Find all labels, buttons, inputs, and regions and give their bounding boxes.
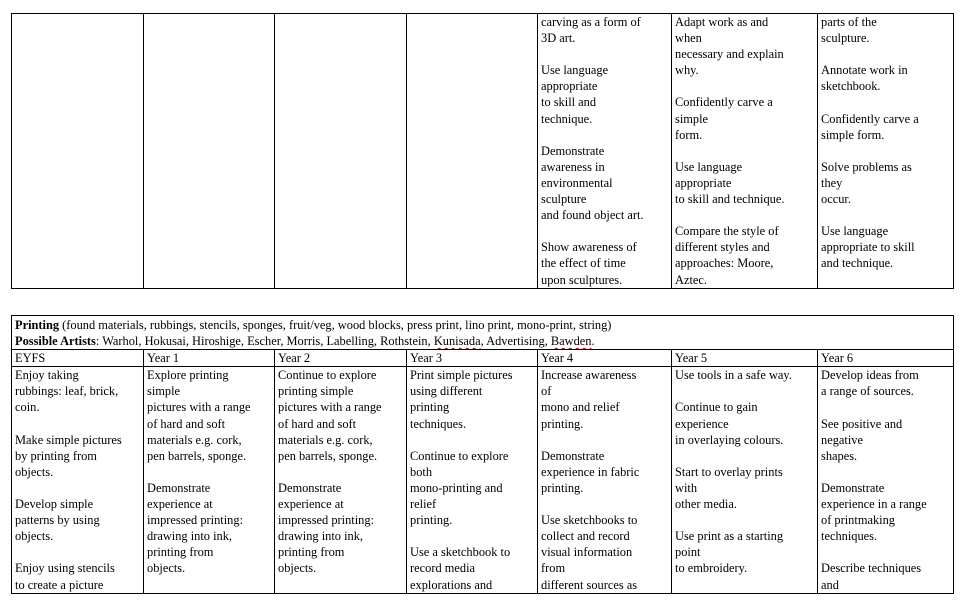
cell-line: printing from — [278, 545, 345, 560]
cell-line — [15, 416, 140, 432]
cell-line: sculpture — [541, 192, 587, 207]
printing-cell-eyfs — [12, 367, 144, 594]
cell-line: printing simple — [278, 384, 354, 399]
cell-line — [821, 464, 950, 480]
cell-line: they — [821, 175, 843, 190]
cell-line — [675, 383, 814, 399]
header-year1: Year 1 — [144, 350, 275, 367]
cell-line: with — [675, 480, 698, 495]
cell-line: Use sketchbooks to — [541, 513, 638, 528]
cell-line: visual information — [541, 545, 633, 560]
artists-misspelled-2: Bawden — [550, 334, 592, 349]
cell-line: simple form. — [821, 127, 885, 142]
cell-line: using different — [410, 384, 483, 399]
cell-line: 3D art. — [541, 31, 576, 46]
cell-line: of hard and soft — [278, 416, 357, 431]
cell-line: simple — [147, 384, 181, 399]
cell-line: appropriate to skill — [821, 240, 915, 255]
cell-line: printing from — [147, 545, 214, 560]
cell-line: Continue to explore — [410, 448, 509, 463]
cell-line: appropriate — [541, 79, 598, 94]
cell-line: materials e.g. cork, — [147, 432, 242, 447]
cell-line: impressed printing: — [278, 513, 375, 528]
header-year2: Year 2 — [275, 350, 407, 367]
cell-line: Demonstrate — [278, 480, 342, 495]
cell-line: relief — [410, 497, 437, 512]
cell-line: Demonstrate — [821, 480, 885, 495]
cell-line: other media. — [675, 497, 737, 512]
cell-line — [675, 448, 814, 464]
cell-line: printing — [410, 400, 450, 415]
cell-line: objects. — [15, 464, 54, 479]
cell-line: objects. — [147, 561, 186, 576]
cell-line: sketchbook. — [821, 79, 881, 94]
cell-line: Demonstrate — [541, 448, 605, 463]
cell-line: to skill and — [541, 95, 597, 110]
printing-cell-year2 — [275, 367, 407, 594]
cell-line — [821, 46, 950, 62]
cell-line: drawing into ink, — [147, 529, 233, 544]
header-year3: Year 3 — [407, 350, 538, 367]
artists-mid: , Advertising, — [480, 334, 551, 349]
table-row — [12, 14, 954, 289]
artists-label: Possible Artists — [15, 334, 96, 349]
cell-line: parts of the — [821, 15, 877, 29]
cell-line — [541, 496, 668, 512]
cell-line — [821, 143, 950, 159]
cell-line: Develop ideas from — [821, 368, 919, 383]
cell-line: Confidently carve a — [821, 111, 919, 126]
cell-line: appropriate — [675, 175, 732, 190]
printing-cell-year4 — [538, 367, 672, 594]
cell-line: Solve problems as — [821, 159, 912, 174]
cell-line: printing. — [410, 513, 453, 528]
cell-line: Explore printing — [147, 368, 229, 383]
cell-line — [541, 127, 668, 143]
cell-line: printing. — [541, 480, 584, 495]
cell-line: Adapt work as and — [675, 15, 769, 29]
cell-line: from — [541, 561, 566, 576]
cell-line: in overlaying colours. — [675, 432, 784, 447]
cell-line: both — [410, 464, 433, 479]
header-year6: Year 6 — [818, 350, 954, 367]
printing-cell-year6 — [818, 367, 954, 594]
cell-line: Compare the style of — [675, 224, 779, 239]
cell-line: to skill and technique. — [675, 192, 785, 207]
cell-line: Aztec. — [675, 272, 707, 287]
cell-line — [410, 432, 534, 448]
cell-line: pen barrels, sponge. — [147, 448, 247, 463]
cell-line — [675, 143, 814, 159]
cell-line: to embroidery. — [675, 561, 748, 576]
cell-line: necessary and explain — [675, 47, 784, 62]
cell-line: and — [821, 577, 839, 592]
printing-artists — [15, 333, 950, 349]
cell-line: occur. — [821, 192, 851, 207]
table-row — [12, 367, 954, 594]
cell-line — [821, 544, 950, 560]
cell-line — [675, 512, 814, 528]
cell-line — [541, 46, 668, 62]
cell-line: collect and record — [541, 529, 630, 544]
sculpture-cell-year6 — [818, 14, 954, 289]
table-row — [12, 316, 954, 350]
cell-line: experience — [675, 416, 729, 431]
cell-line: and found object art. — [541, 208, 644, 223]
cell-line: impressed printing: — [147, 513, 244, 528]
cell-line: pen barrels, sponge. — [278, 448, 378, 463]
cell-line — [675, 78, 814, 94]
cell-line: upon sculptures. — [541, 272, 623, 287]
cell-line: Demonstrate — [147, 480, 211, 495]
sculpture-cell-year4 — [538, 14, 672, 289]
header-year4: Year 4 — [538, 350, 672, 367]
cell-line: coin. — [15, 400, 40, 415]
cell-line: of printmaking — [821, 513, 895, 528]
printing-title — [15, 317, 950, 333]
printing-cell-year3 — [407, 367, 538, 594]
table-header-row — [12, 350, 954, 367]
cell-line — [821, 399, 950, 415]
printing-cell-year1 — [144, 367, 275, 594]
cell-line — [410, 528, 534, 544]
cell-line: Continue to explore — [278, 368, 377, 383]
sculpture-cell-eyfs — [12, 14, 144, 289]
cell-line: experience in fabric — [541, 464, 640, 479]
artists-misspelled-1: Kunisada — [433, 334, 481, 349]
cell-line: Demonstrate — [541, 143, 605, 158]
cell-line — [541, 223, 668, 239]
cell-line — [821, 94, 950, 110]
cell-line — [278, 464, 403, 480]
cell-line: rubbings: leaf, brick, — [15, 384, 119, 399]
sculpture-cell-year5 — [672, 14, 818, 289]
sculpture-cell-year1 — [144, 14, 275, 289]
cell-line: Develop simple — [15, 497, 94, 512]
cell-line: record media — [410, 561, 476, 576]
cell-line: simple — [675, 111, 709, 126]
cell-line: of — [541, 384, 552, 399]
cell-line: Show awareness of — [541, 240, 637, 255]
cell-line: shapes. — [821, 448, 858, 463]
cell-line: Use print as a starting — [675, 529, 784, 544]
cell-line: Annotate work in — [821, 63, 908, 78]
cell-line: Use language — [541, 63, 609, 78]
cell-line: mono and relief — [541, 400, 620, 415]
cell-line — [821, 207, 950, 223]
cell-line: why. — [675, 63, 699, 78]
cell-line — [15, 544, 140, 560]
cell-line: technique. — [541, 111, 593, 126]
cell-line: explorations and — [410, 577, 493, 592]
artists-pre: : Warhol, Hokusai, Hiroshige, Escher, Morris, Labelling, Rothstein, — [95, 334, 434, 349]
cell-line — [541, 432, 668, 448]
cell-line: Print simple pictures — [410, 368, 513, 383]
cell-line: objects. — [15, 529, 54, 544]
cell-line: techniques. — [410, 416, 467, 431]
cell-line: See positive and — [821, 416, 903, 431]
cell-line: Increase awareness — [541, 368, 637, 383]
cell-line: patterns by using — [15, 513, 100, 528]
cell-line: drawing into ink, — [278, 529, 364, 544]
cell-line: materials e.g. cork, — [278, 432, 373, 447]
cell-line: point — [675, 545, 701, 560]
cell-line: different styles and — [675, 240, 770, 255]
header-year5: Year 5 — [672, 350, 818, 367]
cell-line: Use a sketchbook to — [410, 545, 511, 560]
printing-title-rest: (found materials, rubbings, stencils, sponges, fruit/veg, wood blocks, press print, lino print, mono-print, string) — [59, 318, 612, 332]
sculpture-cell-year3 — [407, 14, 538, 289]
cell-line: mono-printing and — [410, 480, 503, 495]
cell-line: pictures with a range — [278, 400, 382, 415]
cell-line: Continue to gain — [675, 400, 758, 415]
cell-line: Enjoy using stencils — [15, 561, 115, 576]
header-eyfs: EYFS — [12, 350, 144, 367]
cell-line: carving as a form of — [541, 15, 641, 29]
cell-line: printing. — [541, 416, 584, 431]
cell-line: Enjoy taking — [15, 368, 79, 383]
printing-cell-year5 — [672, 367, 818, 594]
cell-line: a range of sources. — [821, 384, 914, 399]
cell-line: by printing from — [15, 448, 97, 463]
cell-line: experience in a range — [821, 497, 927, 512]
cell-line: experience at — [278, 497, 344, 512]
cell-line: sculpture. — [821, 31, 870, 46]
cell-line: objects. — [278, 561, 317, 576]
cell-line: and technique. — [821, 256, 894, 271]
printing-title-bold: Printing — [15, 318, 60, 332]
cell-line: Use language — [675, 159, 743, 174]
cell-line: form. — [675, 127, 703, 142]
cell-line: Describe techniques — [821, 561, 922, 576]
cell-line: awareness in — [541, 159, 605, 174]
artists-end: . — [591, 334, 595, 349]
sculpture-table — [11, 13, 954, 289]
cell-line: Make simple pictures — [15, 432, 122, 447]
cell-line: Use language — [821, 224, 889, 239]
printing-table — [11, 315, 954, 594]
cell-line: to create a picture — [15, 577, 104, 592]
cell-line: when — [675, 31, 702, 46]
cell-line: experience at — [147, 497, 213, 512]
cell-line: approaches: Moore, — [675, 256, 774, 271]
cell-line — [675, 207, 814, 223]
cell-line: the effect of time — [541, 256, 626, 271]
printing-title-cell — [12, 316, 954, 350]
cell-line: environmental — [541, 175, 613, 190]
cell-line — [15, 480, 140, 496]
sculpture-cell-year2 — [275, 14, 407, 289]
cell-line: Start to overlay prints — [675, 464, 783, 479]
cell-line: techniques. — [821, 529, 878, 544]
cell-line: pictures with a range — [147, 400, 251, 415]
cell-line: different sources as — [541, 577, 638, 592]
cell-line: of hard and soft — [147, 416, 226, 431]
cell-line: Use tools in a safe way. — [675, 368, 792, 383]
cell-line: Confidently carve a — [675, 95, 773, 110]
cell-line — [147, 464, 271, 480]
cell-line: negative — [821, 432, 863, 447]
